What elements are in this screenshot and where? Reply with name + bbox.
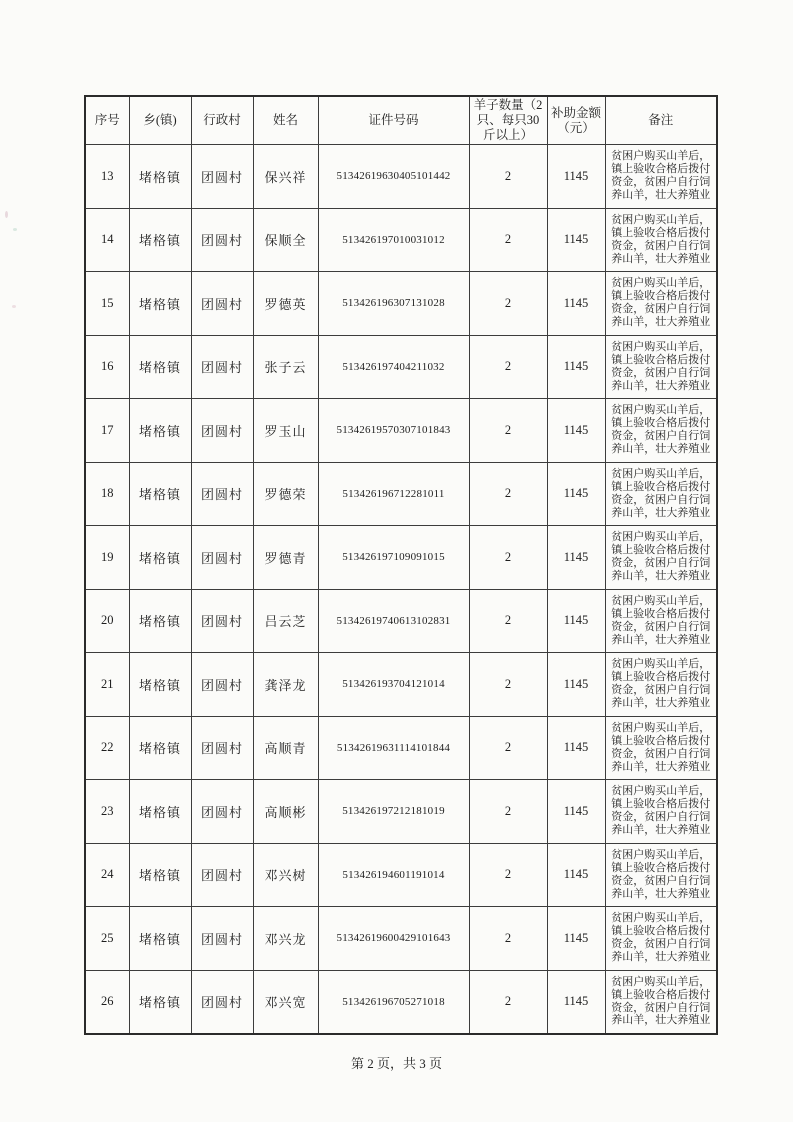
cell-quantity: 2 <box>469 653 547 717</box>
cell-index: 23 <box>85 780 129 844</box>
cell-id: 513426196307131028 <box>318 272 469 336</box>
cell-amount: 1145 <box>547 970 605 1034</box>
col-header-index: 序号 <box>85 96 129 145</box>
cell-remark: 贫困户购买山羊后，镇上验收合格后拨付资金，贫困户自行饲养山羊，壮大养殖业 <box>605 907 717 971</box>
cell-index: 15 <box>85 272 129 336</box>
cell-remark: 贫困户购买山羊后，镇上验收合格后拨付资金，贫困户自行饲养山羊，壮大养殖业 <box>605 208 717 272</box>
scan-artifact <box>5 211 8 218</box>
cell-town: 堵格镇 <box>129 272 191 336</box>
cell-quantity: 2 <box>469 907 547 971</box>
cell-village: 团圆村 <box>191 208 253 272</box>
cell-remark: 贫困户购买山羊后，镇上验收合格后拨付资金，贫困户自行饲养山羊，壮大养殖业 <box>605 399 717 463</box>
col-header-quantity: 羊子数量（2只、每只30斤以上） <box>469 96 547 145</box>
cell-id: 513426197212181019 <box>318 780 469 844</box>
cell-id: 51342619570307101843 <box>318 399 469 463</box>
cell-name: 高顺彬 <box>253 780 318 844</box>
cell-remark: 贫困户购买山羊后，镇上验收合格后拨付资金，贫困户自行饲养山羊，壮大养殖业 <box>605 272 717 336</box>
cell-remark: 贫困户购买山羊后，镇上验收合格后拨付资金，贫困户自行饲养山羊，壮大养殖业 <box>605 653 717 717</box>
cell-id: 513426194601191014 <box>318 843 469 907</box>
cell-amount: 1145 <box>547 272 605 336</box>
cell-quantity: 2 <box>469 970 547 1034</box>
cell-id: 513426196712281011 <box>318 462 469 526</box>
cell-name: 罗德英 <box>253 272 318 336</box>
table-row <box>85 589 717 653</box>
cell-name: 保兴祥 <box>253 145 318 209</box>
cell-index: 16 <box>85 335 129 399</box>
cell-id: 51342619740613102831 <box>318 589 469 653</box>
cell-remark: 贫困户购买山羊后，镇上验收合格后拨付资金，贫困户自行饲养山羊，壮大养殖业 <box>605 843 717 907</box>
cell-remark: 贫困户购买山羊后，镇上验收合格后拨付资金，贫困户自行饲养山羊，壮大养殖业 <box>605 335 717 399</box>
cell-amount: 1145 <box>547 462 605 526</box>
cell-remark: 贫困户购买山羊后，镇上验收合格后拨付资金，贫困户自行饲养山羊，壮大养殖业 <box>605 589 717 653</box>
cell-index: 22 <box>85 716 129 780</box>
cell-quantity: 2 <box>469 208 547 272</box>
cell-remark: 贫困户购买山羊后，镇上验收合格后拨付资金，贫困户自行饲养山羊，壮大养殖业 <box>605 716 717 780</box>
cell-remark: 贫困户购买山羊后，镇上验收合格后拨付资金，贫困户自行饲养山羊，壮大养殖业 <box>605 526 717 590</box>
table-row <box>85 843 717 907</box>
subsidy-table <box>84 95 718 1035</box>
cell-town: 堵格镇 <box>129 970 191 1034</box>
cell-quantity: 2 <box>469 145 547 209</box>
cell-name: 罗德青 <box>253 526 318 590</box>
cell-index: 26 <box>85 970 129 1034</box>
cell-name: 吕云芝 <box>253 589 318 653</box>
cell-village: 团圆村 <box>191 399 253 463</box>
cell-village: 团圆村 <box>191 843 253 907</box>
cell-id: 513426197404211032 <box>318 335 469 399</box>
cell-index: 13 <box>85 145 129 209</box>
table-header-row <box>85 96 717 145</box>
table-row <box>85 526 717 590</box>
cell-amount: 1145 <box>547 526 605 590</box>
cell-quantity: 2 <box>469 399 547 463</box>
cell-id: 51342619630405101442 <box>318 145 469 209</box>
cell-index: 17 <box>85 399 129 463</box>
cell-amount: 1145 <box>547 589 605 653</box>
cell-town: 堵格镇 <box>129 145 191 209</box>
page-footer: 第 2 页，共 3 页 <box>350 1056 442 1071</box>
cell-village: 团圆村 <box>191 780 253 844</box>
cell-quantity: 2 <box>469 272 547 336</box>
cell-town: 堵格镇 <box>129 653 191 717</box>
cell-amount: 1145 <box>547 843 605 907</box>
cell-name: 罗玉山 <box>253 399 318 463</box>
col-header-remark: 备注 <box>605 96 717 145</box>
col-header-name: 姓名 <box>253 96 318 145</box>
cell-village: 团圆村 <box>191 589 253 653</box>
scan-artifact <box>13 228 17 231</box>
cell-town: 堵格镇 <box>129 907 191 971</box>
cell-quantity: 2 <box>469 589 547 653</box>
cell-quantity: 2 <box>469 716 547 780</box>
cell-quantity: 2 <box>469 843 547 907</box>
cell-quantity: 2 <box>469 526 547 590</box>
cell-village: 团圆村 <box>191 462 253 526</box>
cell-amount: 1145 <box>547 653 605 717</box>
cell-id: 51342619600429101643 <box>318 907 469 971</box>
cell-name: 邓兴龙 <box>253 907 318 971</box>
table-row <box>85 907 717 971</box>
col-header-amount: 补助金额（元） <box>547 96 605 145</box>
cell-remark: 贫困户购买山羊后，镇上验收合格后拨付资金，贫困户自行饲养山羊，壮大养殖业 <box>605 780 717 844</box>
cell-town: 堵格镇 <box>129 780 191 844</box>
cell-name: 高顺青 <box>253 716 318 780</box>
table-row <box>85 462 717 526</box>
cell-quantity: 2 <box>469 780 547 844</box>
cell-id: 51342619631114101844 <box>318 716 469 780</box>
cell-name: 龚泽龙 <box>253 653 318 717</box>
cell-name: 张子云 <box>253 335 318 399</box>
cell-amount: 1145 <box>547 716 605 780</box>
cell-index: 20 <box>85 589 129 653</box>
cell-village: 团圆村 <box>191 653 253 717</box>
cell-village: 团圆村 <box>191 272 253 336</box>
cell-id: 513426197010031012 <box>318 208 469 272</box>
cell-quantity: 2 <box>469 462 547 526</box>
cell-village: 团圆村 <box>191 145 253 209</box>
cell-town: 堵格镇 <box>129 208 191 272</box>
scan-artifact <box>12 305 16 308</box>
cell-index: 24 <box>85 843 129 907</box>
cell-index: 21 <box>85 653 129 717</box>
cell-amount: 1145 <box>547 208 605 272</box>
cell-town: 堵格镇 <box>129 335 191 399</box>
table-row <box>85 653 717 717</box>
col-header-village: 行政村 <box>191 96 253 145</box>
cell-name: 邓兴树 <box>253 843 318 907</box>
cell-quantity: 2 <box>469 335 547 399</box>
cell-id: 513426193704121014 <box>318 653 469 717</box>
cell-name: 罗德荣 <box>253 462 318 526</box>
cell-town: 堵格镇 <box>129 462 191 526</box>
cell-amount: 1145 <box>547 335 605 399</box>
cell-id: 513426196705271018 <box>318 970 469 1034</box>
cell-index: 25 <box>85 907 129 971</box>
cell-amount: 1145 <box>547 780 605 844</box>
cell-town: 堵格镇 <box>129 589 191 653</box>
table-row <box>85 970 717 1034</box>
cell-index: 14 <box>85 208 129 272</box>
col-header-id: 证件号码 <box>318 96 469 145</box>
cell-remark: 贫困户购买山羊后，镇上验收合格后拨付资金，贫困户自行饲养山羊，壮大养殖业 <box>605 970 717 1034</box>
table-row <box>85 272 717 336</box>
cell-remark: 贫困户购买山羊后，镇上验收合格后拨付资金，贫困户自行饲养山羊，壮大养殖业 <box>605 145 717 209</box>
cell-name: 保顺全 <box>253 208 318 272</box>
cell-town: 堵格镇 <box>129 843 191 907</box>
cell-index: 19 <box>85 526 129 590</box>
col-header-town: 乡(镇) <box>129 96 191 145</box>
cell-amount: 1145 <box>547 145 605 209</box>
table-row <box>85 335 717 399</box>
cell-town: 堵格镇 <box>129 399 191 463</box>
table-row <box>85 145 717 209</box>
table-row <box>85 716 717 780</box>
cell-village: 团圆村 <box>191 907 253 971</box>
cell-amount: 1145 <box>547 907 605 971</box>
table-row <box>85 208 717 272</box>
cell-remark: 贫困户购买山羊后，镇上验收合格后拨付资金，贫困户自行饲养山羊，壮大养殖业 <box>605 462 717 526</box>
cell-amount: 1145 <box>547 399 605 463</box>
cell-village: 团圆村 <box>191 970 253 1034</box>
cell-town: 堵格镇 <box>129 716 191 780</box>
table-row <box>85 780 717 844</box>
cell-town: 堵格镇 <box>129 526 191 590</box>
cell-village: 团圆村 <box>191 335 253 399</box>
cell-id: 513426197109091015 <box>318 526 469 590</box>
cell-village: 团圆村 <box>191 526 253 590</box>
cell-village: 团圆村 <box>191 716 253 780</box>
cell-index: 18 <box>85 462 129 526</box>
table-row <box>85 399 717 463</box>
cell-name: 邓兴宽 <box>253 970 318 1034</box>
